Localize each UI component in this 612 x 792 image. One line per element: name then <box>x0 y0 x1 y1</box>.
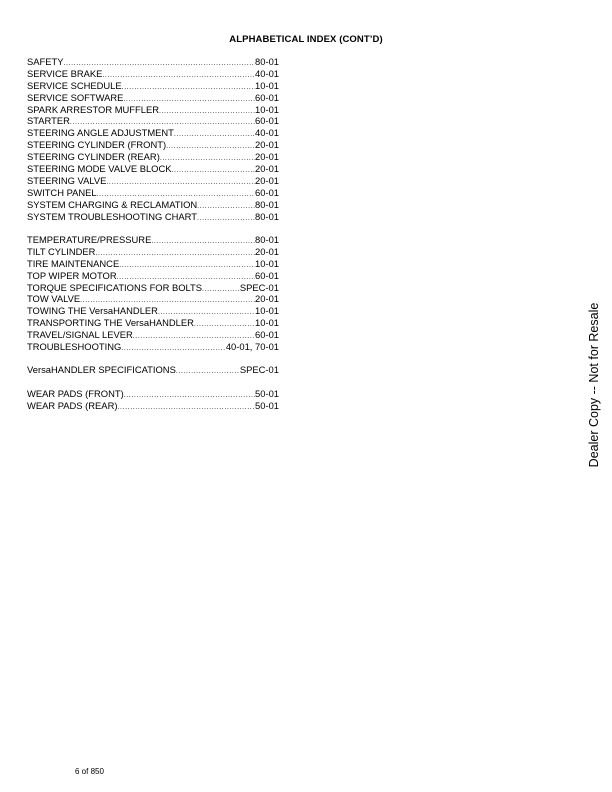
entry-label: SPARK ARRESTOR MUFFLER <box>27 103 159 115</box>
entry-label: SERVICE SCHEDULE <box>27 79 122 91</box>
entry-page: 10-01 <box>255 257 279 269</box>
dot-leader <box>119 260 255 272</box>
index-entry <box>27 163 279 175</box>
index-entry <box>27 187 279 199</box>
dot-leader <box>121 343 226 355</box>
entry-label: TRAVEL/SIGNAL LEVER <box>27 329 133 341</box>
entry-label: SERVICE SOFTWARE <box>27 91 124 103</box>
index-group <box>27 364 279 376</box>
entry-page: 10-01 <box>255 79 279 91</box>
dot-leader <box>166 141 255 153</box>
index-entry <box>27 246 279 258</box>
entry-page: SPEC-01 <box>239 364 279 376</box>
index-entry <box>27 115 279 127</box>
page-title: ALPHABETICAL INDEX (CONT’D) <box>229 34 383 45</box>
dot-leader <box>160 153 255 165</box>
entry-page: 10-01 <box>255 103 279 115</box>
entry-label: STEERING ANGLE ADJUSTMENT <box>27 127 174 139</box>
index-entry <box>27 211 279 223</box>
dot-leader <box>174 129 255 141</box>
entry-label: TRANSPORTING THE VersaHANDLER <box>27 317 194 329</box>
entry-page: 20-01 <box>255 163 279 175</box>
dot-leader <box>117 402 255 414</box>
entry-label: TOP WIPER MOTOR <box>27 269 117 281</box>
dot-leader <box>151 236 255 248</box>
entry-label: SYSTEM CHARGING & RECLAMATION <box>27 198 198 210</box>
dot-leader <box>122 82 255 94</box>
entry-page: 60-01 <box>255 115 279 127</box>
entry-label: SERVICE BRAKE <box>27 67 103 79</box>
dot-leader <box>202 284 240 296</box>
entry-page: 20-01 <box>255 174 279 186</box>
index-entry <box>27 104 279 116</box>
index-entry <box>27 329 279 341</box>
entry-page: SPEC-01 <box>239 281 279 293</box>
entry-page: 60-01 <box>255 91 279 103</box>
dot-leader <box>95 248 255 260</box>
index-entry <box>27 139 279 151</box>
entry-page: 80-01 <box>255 198 279 210</box>
dot-leader <box>197 201 255 213</box>
dot-leader <box>176 366 240 378</box>
index-entry <box>27 80 279 92</box>
entry-page: 80-01 <box>255 233 279 245</box>
entry-label: STARTER <box>27 115 70 127</box>
entry-label: TROUBLESHOOTING <box>27 340 122 352</box>
entry-label: WEAR PADS (FRONT) <box>27 387 124 399</box>
index-entry <box>27 341 279 353</box>
entry-page: 40-01, 70-01 <box>225 340 279 352</box>
entry-page: 60-01 <box>255 269 279 281</box>
entry-label: SYSTEM TROUBLESHOOTING CHART <box>27 210 197 222</box>
index-entry <box>27 388 279 400</box>
dot-leader <box>106 177 255 189</box>
index-entry <box>27 151 279 163</box>
entry-label: TEMPERATURE/PRESSURE <box>27 233 152 245</box>
entry-page: 40-01 <box>255 127 279 139</box>
index-entry <box>27 400 279 412</box>
entry-label: TOW VALVE <box>27 293 81 305</box>
entry-page: 60-01 <box>255 329 279 341</box>
index-entry <box>27 199 279 211</box>
entry-page: 10-01 <box>255 305 279 317</box>
entry-label: TILT CYLINDER <box>27 245 96 257</box>
entry-page: 60-01 <box>255 186 279 198</box>
index-group <box>27 388 279 412</box>
entry-page: 20-01 <box>255 151 279 163</box>
entry-label: TORQUE SPECIFICATIONS FOR BOLTS <box>27 281 203 293</box>
dot-leader <box>194 319 255 331</box>
index-entry <box>27 127 279 139</box>
index-entry <box>27 234 279 246</box>
page-footer: 6 of 850 <box>75 767 104 776</box>
entry-page: 20-01 <box>255 139 279 151</box>
dot-leader <box>197 213 255 225</box>
index-entry <box>27 68 279 80</box>
index-entry <box>27 175 279 187</box>
entry-label: STEERING MODE VALVE BLOCK <box>27 163 172 175</box>
index-group <box>27 56 279 222</box>
dot-leader <box>171 165 255 177</box>
index-entry <box>27 293 279 305</box>
entry-label: TOWING THE VersaHANDLER <box>27 305 158 317</box>
entry-label: WEAR PADS (REAR) <box>27 399 118 411</box>
index-group <box>27 234 279 353</box>
entry-label: STEERING CYLINDER (REAR) <box>27 151 160 163</box>
index-entry <box>27 305 279 317</box>
index-entry <box>27 364 279 376</box>
entry-page: 50-01 <box>255 399 279 411</box>
index-entry <box>27 56 279 68</box>
alphabetical-index <box>27 56 279 423</box>
index-entry <box>27 270 279 282</box>
entry-label: STEERING VALVE <box>27 174 107 186</box>
entry-page: 50-01 <box>255 387 279 399</box>
index-entry <box>27 282 279 294</box>
dot-leader <box>102 70 255 82</box>
entry-label: SAFETY <box>27 56 64 67</box>
entry-label: VersaHANDLER SPECIFICATIONS <box>27 364 176 376</box>
dot-leader <box>124 390 255 402</box>
entry-page: 80-01 <box>255 56 279 67</box>
entry-label: TIRE MAINTENANCE <box>27 257 120 269</box>
entry-label: SWITCH PANEL <box>27 186 97 198</box>
entry-page: 10-01 <box>255 317 279 329</box>
entry-page: 80-01 <box>255 210 279 222</box>
dot-leader <box>159 106 255 118</box>
entry-page: 20-01 <box>255 245 279 257</box>
entry-label: STEERING CYLINDER (FRONT) <box>27 139 167 151</box>
watermark: Dealer Copy -- Not for Resale <box>587 302 601 468</box>
entry-page: 40-01 <box>255 67 279 79</box>
index-entry <box>27 258 279 270</box>
index-entry <box>27 92 279 104</box>
index-entry <box>27 317 279 329</box>
entry-page: 20-01 <box>255 293 279 305</box>
